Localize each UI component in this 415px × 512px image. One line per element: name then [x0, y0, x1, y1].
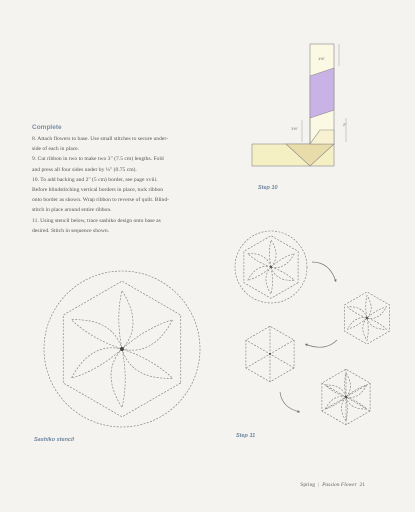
- petal-curve: [367, 307, 386, 319]
- instruction-line: onto border as shown. Wrap ribbon to reverse of quilt. Blind-: [32, 197, 170, 204]
- petal-curve: [366, 296, 371, 319]
- sequence-arrow: [312, 262, 336, 282]
- petal-curve: [271, 254, 294, 268]
- petal-curve: [71, 348, 122, 378]
- petal-curve: [348, 307, 367, 318]
- measure-left-label: 1⅜": [291, 126, 298, 131]
- instruction-line: 10. To add backing and 2" (5 cm) border, see page xviii.: [32, 176, 158, 183]
- instruction-line: side of each in place.: [32, 146, 80, 153]
- step10-caption: Step 10: [258, 185, 278, 191]
- instruction-line: stitch in place around entire ribbon.: [32, 207, 112, 214]
- petal-curve: [271, 267, 294, 281]
- petal-curve: [367, 318, 386, 329]
- instruction-line: and press all four sides under by ¼" (0.75 cm).: [32, 166, 137, 173]
- page-footer: Spring | Passion Flower 21: [300, 482, 365, 488]
- center-dot: [269, 353, 271, 355]
- petal-curve: [363, 318, 368, 341]
- instruction-line: desired. Stitch in sequence shown.: [32, 227, 110, 234]
- page-number: 21: [359, 482, 365, 488]
- arrowhead: [297, 410, 300, 413]
- footer-title: Passion Flower: [322, 482, 357, 488]
- petal-curve: [248, 266, 271, 280]
- measure-right-label: 2": [343, 122, 347, 127]
- center-dot: [270, 266, 272, 268]
- petal-curve: [122, 349, 173, 378]
- petal-curve: [348, 318, 367, 330]
- petal-curve: [342, 397, 348, 421]
- measure-top-label: 1⅜": [318, 56, 325, 61]
- sequence-arrow: [305, 340, 337, 347]
- petal-curve: [248, 253, 271, 267]
- instruction-line: 9. Cut ribbon in two to make two 3" (7.5 cm) lengths. Fold: [32, 156, 164, 163]
- petal-curve: [266, 267, 273, 294]
- center-dot: [345, 396, 347, 398]
- petal-curve: [71, 320, 122, 349]
- petal-curve: [345, 373, 351, 397]
- instruction-line: Before blindstitching vertical borders in place, tuck ribbon: [32, 187, 164, 194]
- petal-curve: [122, 320, 173, 350]
- instruction-line: 8. Attach flowers to base. Use small stitches to secure under-: [32, 136, 168, 142]
- footer-section: Spring: [300, 482, 315, 488]
- center-dot: [366, 317, 368, 319]
- petal-curve: [111, 349, 125, 408]
- instruction-line: 11. Using stencil below, trace sashiko design onto base as: [32, 217, 161, 224]
- center-dot: [120, 347, 124, 351]
- step11-caption: Step 11: [236, 433, 256, 439]
- section-heading: Complete: [32, 124, 62, 131]
- petal-curve: [270, 240, 277, 267]
- stencil-caption: Sashiko stencil: [34, 437, 75, 443]
- sequence-arrow: [280, 392, 300, 412]
- petal-curve: [119, 291, 133, 350]
